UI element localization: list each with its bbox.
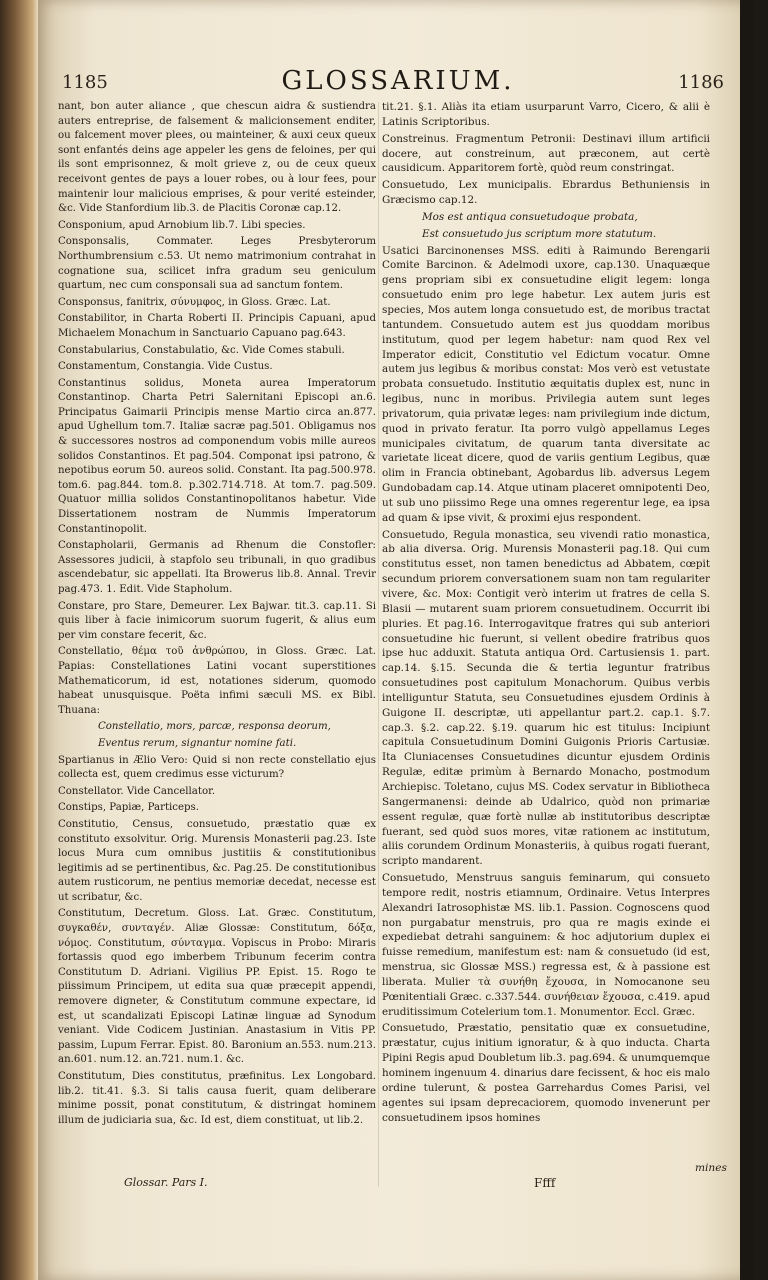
paragraph: tit.21. §.1. Aliàs ita etiam usurparunt Varro, Cicero, & alii è Latinis Scriptoribus.	[382, 101, 710, 128]
paragraph: Constellatio, θέμα τοῦ ἀνθρώπου, in Gloss. Græc. Lat. Papias: Constellationes Latini vocant superstitiones Mathematicorum, id est, notationes siderum, quomodo habeat unusquisque. Poëta infimi sæculi MS. ex Bibl. Thuana:	[58, 646, 376, 716]
left-column	[58, 100, 376, 1130]
left-page-number: 1185	[62, 72, 108, 93]
catchword: mines	[695, 1162, 727, 1174]
verse-line: Mos est antiqua consuetudoque probata,	[422, 210, 638, 223]
paragraph: Consuetudo, Regula monastica, seu vivendi ratio monastica, ab alia diversa. Orig. Murensis Monasterii pag.18. Qui cum constitutus esset, non tamen benedictus ad Abbatem, cœpit secundum priorem conversationem suam non tam regulariter vivere, &c. Mox: Contigit verò interim ut fratres de cella S. Blasii — mutarent suam priorem consuetudinem. Occurrit ibi pluries. Et pag.16. Interrogavitque fratres qui sub anteriori consuetudine hic fuerunt, si vellent obedire fratribus quos ipse huc adduxit. Statuta antiqua Ord. Cartusiensis 1. part. cap.14. §.15. Secunda die & tertia leguntur fratribus consuetudines post capitulum Monachorum. Quibus verbis intelliguntur Statuta, seu Consuetudines ejusdem Ordinis à Guigone II. descriptæ, uti appellantur part.2. cap.1. §.7. cap.3. §.2. cap.22. §.19. quarum hic est titulus: Incipiunt capitula Consuetudinum Domini Guigonis Prioris Cartusiæ. Ita Cluniacenses Consuetudines dicuntur ejusdem Ordinis Regulæ, editæ primùm à Bernardo Monacho, postmodum Archiepisc. Toletano, cujus MS. Codex servatur in Bibliotheca Sangermanensi: deinde ab Udalrico, quòd non primariæ essent regulæ, quæ fortè nullæ ab institutoribus descriptæ fuerant, sed quòd suos mores, vitæ rationem ac institutum, aliis corundem Ordinum Monasteriis, à quibus rogati fuerant, scripto mandarent.	[382, 528, 710, 868]
paragraph: Constitutio, Census, consuetudo, præstatio quæ ex constituto exsolvitur. Orig. Murensis Monasterii pag.23. Iste locus Mura cum omnibus justitiis & constitutionibus legitimis ad se pertinentibus, &c. Pag.25. De constitutionibus autem rusticorum, ne pentius memoriæ decedat, necesse est ut scribatur, &c.	[58, 818, 376, 903]
paragraph: Constitutum, Dies constitutus, præfinitus. Lex Longobard. lib.2. tit.41. §.3. Si talis causa fuerit, quam deliberare minime possit, ponat constitutum, & distringat hominem illum de judiciaria sua, &c. Id est, diem constituat, ut lib.2.	[58, 1071, 376, 1126]
signature-mark: Ffff	[534, 1176, 556, 1190]
paragraph: Constips, Papiæ, Particeps.	[58, 802, 200, 814]
paragraph: Consuetudo, Lex municipalis. Ebrardus Bethuniensis in Græcismo cap.12.	[382, 179, 710, 207]
paragraph: Constabularius, Constabulatio, &c. Vide Comes stabuli.	[58, 344, 345, 356]
book-page	[38, 0, 754, 1280]
paragraph: Constapholarii, Germanis ad Rhenum die Constofler: Assessores judicii, à stapfolo seu tribunali, in quo gradibus ascendebatur, sic appellati. Ita Browerus lib.8. Annal. Trevir pag.473. 1. Edit. Vide Stapholum.	[58, 540, 376, 595]
right-page-number: 1186	[678, 72, 724, 93]
paragraph: Constantinus solidus, Moneta aurea Imperatorum Constantinop. Charta Petri Salernitani Episcopi an.6. Principatus Gaimarii Principis mense Martio circa an.877. apud Ughellum tom.7. Italiæ sacræ pag.501. Obligamus nos & successores nostros ad componendum vobis mille aureos solidos Constantinos. Et pag.504. Componat ipsi patrono, & nepotibus eorum 50. aureos solid. Constant. Ita pag.500.978. tom.6. pag.844. tom.8. p.302.714.718. At tom.7. pag.509. Quatuor millia solidos Constantinopolitanos habetur. Vide Dissertationem nostram de Nummis Imperatorum Constantinopolit.	[58, 377, 376, 535]
running-title: GLOSSARIUM.	[281, 66, 515, 96]
paragraph: Constellator. Vide Cancellator.	[58, 785, 216, 797]
paragraph: Consuetudo, Præstatio, pensitatio quæ ex consuetudine, præstatur, cujus initium ignoratur, & à quo inducta. Charta Pipini Regis apud Doubletum lib.3. pag.694. & unumquemque hominem ingenuum 4. dinarius dare fecissent, & hoc eis malo ordine tulerunt, & postea Garrehardus Comes Parisi, vel agentes sui ipsam deprecaciorem, quomodo invenerunt per consuetudinem ipsos homines	[382, 1022, 710, 1124]
page-edge	[740, 0, 754, 1280]
paragraph: Constare, pro Stare, Demeurer. Lex Bajwar. tit.3. cap.11. Si quis liber à facie inimicorum suorum fugerit, & alius eum per vim constare fecerit, &c.	[58, 600, 376, 641]
column-divider	[378, 102, 379, 1187]
right-column	[382, 100, 710, 1127]
verse-line: Constellatio, mors, parcæ, responsa deorum,	[98, 721, 331, 733]
signature-note: Glossar. Pars I.	[124, 1176, 208, 1189]
book-spine	[0, 0, 38, 1280]
paragraph: Consponsus, fanitrix, σύνυμφος, in Gloss. Græc. Lat.	[58, 296, 331, 308]
verse-line: Eventus rerum, signantur nomine fati.	[98, 737, 297, 749]
page-header	[58, 66, 738, 100]
paragraph: Constreinus. Fragmentum Petronii: Destinavi illum artificii docere, aut constreinum, aut præconem, aut certè causidicum. Apparitorem fortè, quòd reum constringat.	[382, 132, 710, 175]
paragraph: Usatici Barcinonenses MSS. editi à Raimundo Berengarii Comite Barcinon. & Adelmodi uxore, cap.130. Unaquæque gens propriam sibi ex consuetudine eligit legem: longa consuetudo enim pro lege habetur. Lex autem juris est species, Mos autem longa consuetudo est, de moribus tractat tantundem. Consuetudo autem est jus quoddam moribus institutum, quod per legem habetur: nam quod Rex vel Imperator edicit, Constitutio vel Edictum vocatur. Omne autem jus legibus & moribus constat: Mos verò est vetustate probata consuetudo. Institutio æquitatis duplex est, nunc in legibus, nunc in moribus. Privilegia autem sunt leges privatorum, quia privatæ leges: nam privilegium inde dictum, quod in privato feratur. Ita porro vulgò appellamus Leges municipales civitatum, de quarum tanta diversitate ac varietate liceat dicere, quod de variis gentium Legibus, quæ olim in Francia obtinebant, Agobardus lib. adversus Legem Gundobadam cap.14. Atque utinam placeret omnipotenti Deo, ut sub uno piissimo Rege una omnes regerentur lege, ea ipsa ad quam & ipse vivit, & proximi ejus respondent.	[382, 244, 710, 524]
paragraph: Spartianus in Ælio Vero: Quid si non recte constellatio ejus collecta est, quem credimus esse victurum?	[58, 754, 376, 781]
paragraph: Constitutum, Decretum. Gloss. Lat. Græc. Constitutum, συγκαθέν, συνταγέν. Aliæ Glossæ: Constitutum, δόξα, νόμος. Constitutum, σύνταγμα. Vopiscus in Probo: Miraris fortassis quod ego imberbem Tribunum fecerim contra Constitutum D. Adriani. Vigilius PP. Epist. 15. Rogo te piissimum Principem, ut edita sua quæ præcepit appendi, removere digneter, & Constitutum commune expectare, id est, ut scandalizati Episcopi Latinæ linguæ ad Synodum veniant. Vide Codicem Justinian. Anastasium in Vitis PP. passim, Lupum Ferrar. Epist. 80. Baronium an.553. num.213. an.601. num.12. an.721. num.1. &c.	[58, 908, 376, 1066]
verse-line: Est consuetudo jus scriptum more statutum.	[422, 227, 657, 240]
paragraph: Consponium, apud Arnobium lib.7. Libi species.	[58, 219, 306, 231]
paragraph: Consuetudo, Menstruus sanguis feminarum, qui consueto tempore redit, nostris etiamnum, Ordinaire. Vetus Interpres Alexandri Iatrosophistæ MS. lib.1. Passion. Cognoscens quod non purgabatur menstruis, pro qua re magis exinde ei expediebat detrahi sanguinem: & hoc adjutorium duplex ei fuisse remedium, manifestum est: nam & consuetudo (id est, menstrua, sic Glossæ MSS.) regressa est, & à passione est liberata. Mulier τὰ συνήθη ἔχουσα, in Nomocanone seu Pœnitentiali Græc. c.337.544. συνήθειαν ἔχουσα, c.419. apud eruditissimum Cotelerium tom.1. Monumentor. Eccl. Græc.	[382, 872, 710, 1018]
paragraph: Constamentum, Constangia. Vide Custus.	[58, 361, 273, 373]
paragraph: Consponsalis, Commater. Leges Presbyterorum Northumbrensium c.53. Ut nemo matrimonium contrahat in cognatione sua, scilicet infra gradum seu geniculum quartum, nec cum consponsali sua ad sanctum fontem.	[58, 236, 376, 292]
paragraph: Constabilitor, in Charta Roberti II. Principis Capuani, apud Michaelem Monachum in Sanctuario Capuano pag.643.	[58, 313, 376, 339]
paragraph: nant, bon auter aliance , que chescun aidra & sustiendra auters entreprise, de falsement & malicionsement enditer, ou falcement mover plees, ou mainteiner, & auxi ceux queux sont enfantés deins age appeler les gens de feloines, per qui ils sont emprisonnez, & molt grieve z, ou de ceux queux receivont gentes de pays a louer robes, ou à lour fees, pour maintenir lour malicious emprises, & pour verité esteinder, &c. Vide Stanfordium lib.3. de Placitis Coronæ cap.12.	[58, 101, 376, 215]
